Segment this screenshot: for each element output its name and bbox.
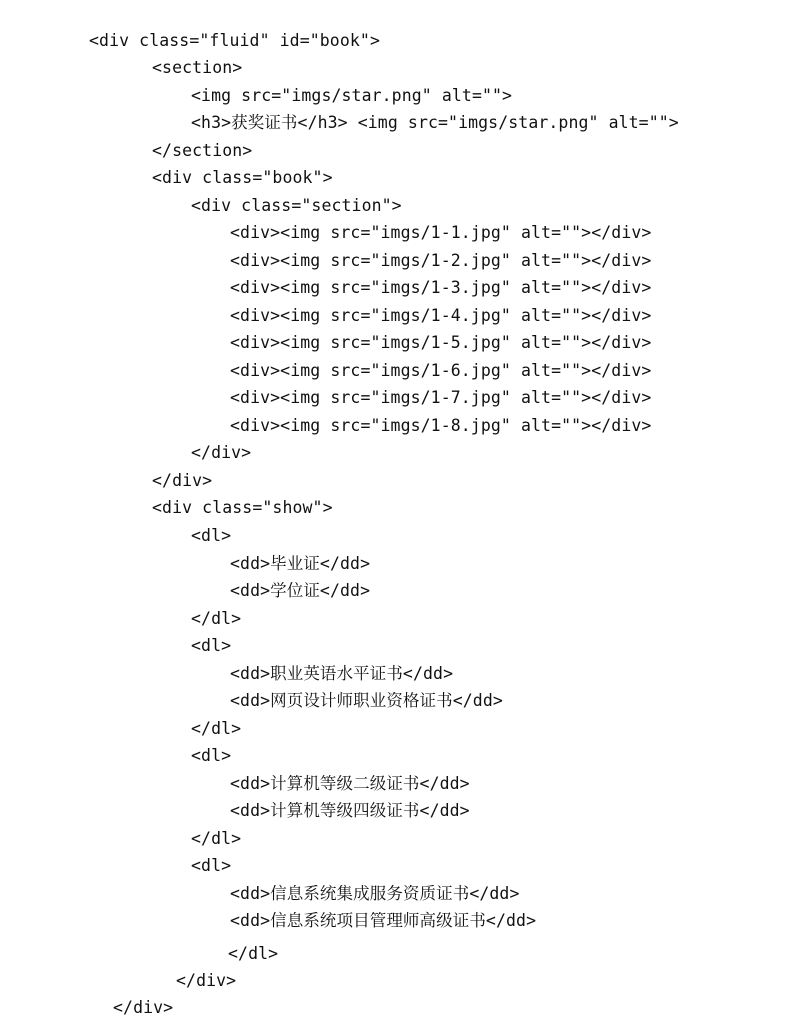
code-line-5: </section> — [152, 141, 253, 160]
code-line-26: </dl> — [191, 719, 242, 738]
code-line-34: </dl> — [228, 944, 279, 963]
code-line-20: <dd>毕业证</dd> — [230, 554, 371, 573]
code-line-18: <div class="show"> — [152, 498, 333, 517]
code-line-33: <dd>信息系统项目管理师高级证书</dd> — [230, 911, 537, 930]
code-line-16: </div> — [191, 443, 252, 462]
code-line-35: </div> — [176, 971, 237, 990]
code-line-29: <dd>计算机等级四级证书</dd> — [230, 801, 470, 820]
code-line-25: <dd>网页设计师职业资格证书</dd> — [230, 691, 503, 710]
code-line-17: </div> — [152, 471, 213, 490]
code-line-4: <h3>获奖证书</h3> <img src="imgs/star.png" alt=""> — [191, 113, 679, 132]
code-line-1: <div class="fluid" id="book"> — [89, 31, 380, 50]
code-line-6: <div class="book"> — [152, 168, 333, 187]
code-line-14: <div><img src="imgs/1-7.jpg" alt=""></div> — [230, 388, 652, 407]
code-line-12: <div><img src="imgs/1-5.jpg" alt=""></div> — [230, 333, 652, 352]
code-line-21: <dd>学位证</dd> — [230, 581, 371, 600]
code-line-24: <dd>职业英语水平证书</dd> — [230, 664, 454, 683]
code-line-23: <dl> — [191, 636, 232, 655]
code-line-3: <img src="imgs/star.png" alt=""> — [191, 86, 513, 105]
code-line-7: <div class="section"> — [191, 196, 402, 215]
code-line-15: <div><img src="imgs/1-8.jpg" alt=""></div> — [230, 416, 652, 435]
code-line-27: <dl> — [191, 746, 232, 765]
code-line-30: </dl> — [191, 829, 242, 848]
code-line-22: </dl> — [191, 609, 242, 628]
code-line-11: <div><img src="imgs/1-4.jpg" alt=""></div> — [230, 306, 652, 325]
code-line-10: <div><img src="imgs/1-3.jpg" alt=""></div> — [230, 278, 652, 297]
code-line-2: <section> — [152, 58, 243, 77]
code-line-8: <div><img src="imgs/1-1.jpg" alt=""></div> — [230, 223, 652, 242]
code-line-28: <dd>计算机等级二级证书</dd> — [230, 774, 470, 793]
code-line-9: <div><img src="imgs/1-2.jpg" alt=""></div> — [230, 251, 652, 270]
code-line-32: <dd>信息系统集成服务资质证书</dd> — [230, 884, 520, 903]
code-line-13: <div><img src="imgs/1-6.jpg" alt=""></div> — [230, 361, 652, 380]
code-line-31: <dl> — [191, 856, 232, 875]
code-line-19: <dl> — [191, 526, 232, 545]
code-line-36: </div> — [113, 998, 174, 1017]
